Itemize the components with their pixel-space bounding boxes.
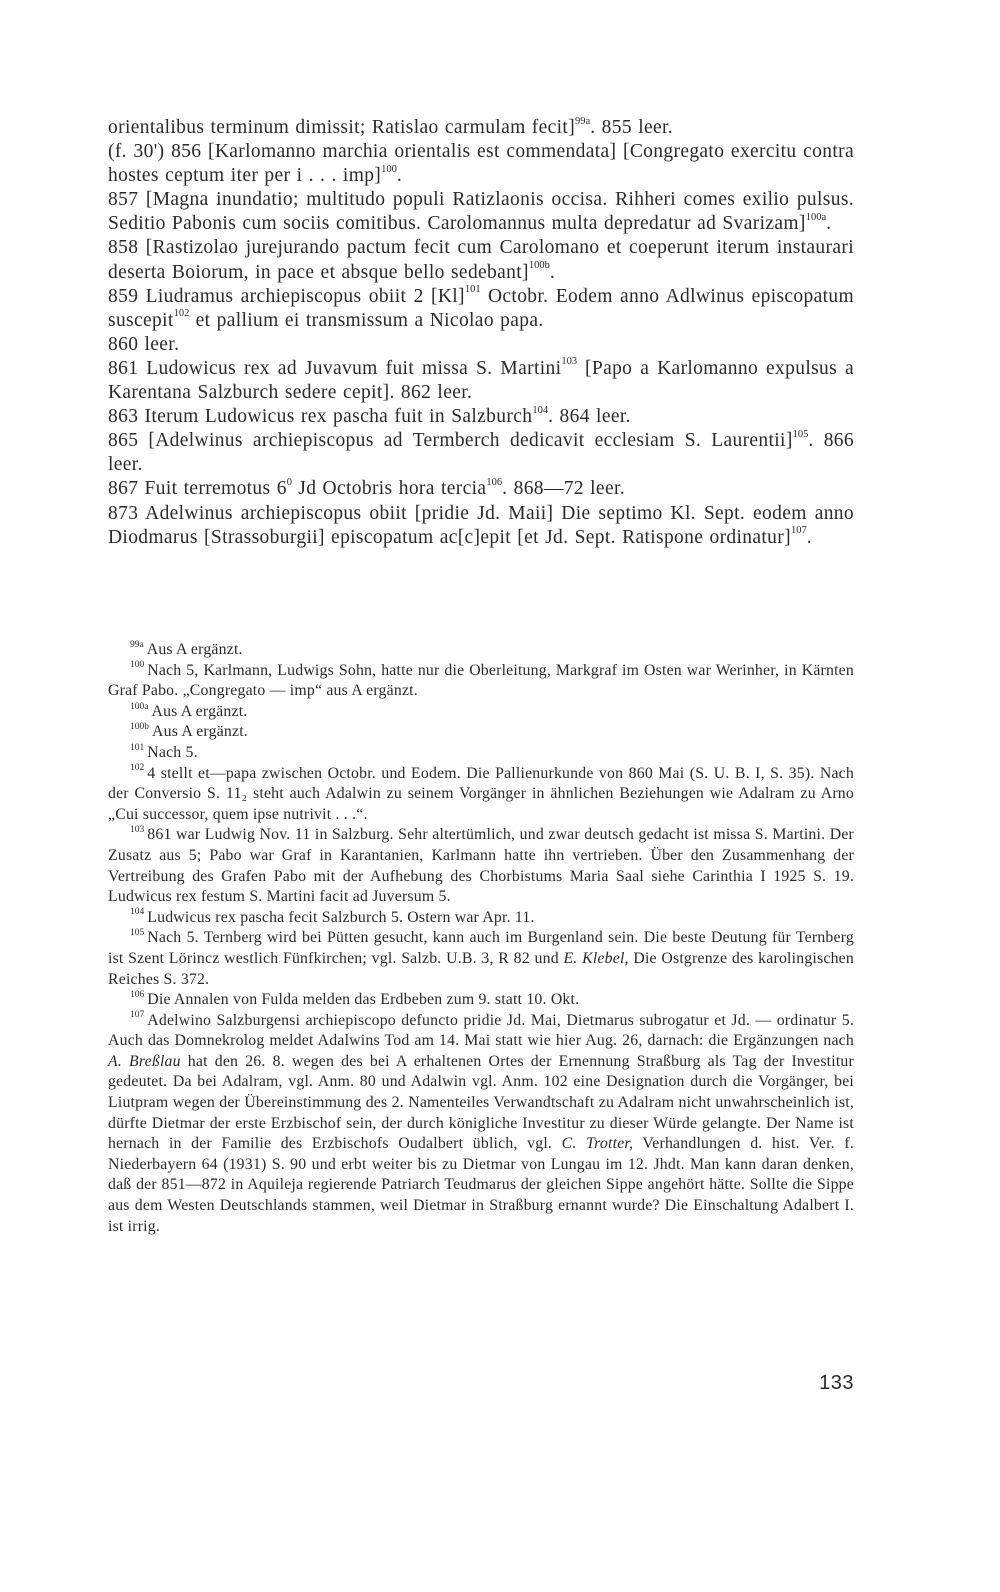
- footnote-102: [108, 764, 854, 826]
- text-run: 861 Ludowicus rex ad Juvavum fuit missa S. Martini: [108, 357, 562, 379]
- text-run: [Papo a Karlomanno expulsus a Karentana Salzburch sedere cepit]. 862 leer.: [108, 357, 854, 404]
- annal-entry: [108, 502, 854, 550]
- annal-entry: [108, 188, 854, 236]
- text-run: (f. 30') 856 [Karlomanno marchia orientalis est commendata] [Congregato exercitu contra hostes ceptum iter per i . . . imp]: [108, 141, 854, 187]
- footnote-text: [149, 723, 248, 740]
- footnote-text: [108, 929, 854, 987]
- footnote-marker: 107: [130, 1010, 145, 1021]
- text-run: Nach 5. Ternberg wird bei Pütten gesucht, kann auch im Burgenland sein. Die beste Deutung für Ternberg ist Szent Lörincz westlich Fünfkirchen; vgl. Salzb. U.B. 3, R 82 und: [108, 929, 854, 967]
- book-page: [108, 0, 854, 1592]
- text-run: 4 stellt et—papa zwischen Octobr. und Eodem. Die Pallienurkunde von 860 Mai (S. U. B. I, S. 35). Nach der Conversio S. 11₂ steht auch Adalwin zu seinem Vorgänger in ähnlichen Beziehungen wie Adalram zu Arno „Cui successor, quem ipse nutrivit . . .“.: [108, 764, 854, 823]
- text-run: orientalibus terminum dimissit; Ratislao carmulam fecit]: [108, 117, 576, 138]
- footnote-marker: 100: [130, 660, 145, 671]
- footnote-99a: [108, 640, 854, 661]
- annal-entry: [108, 333, 854, 357]
- footnote-100a: [108, 702, 854, 723]
- footnote-105: [108, 928, 854, 990]
- footnote-text: [108, 662, 854, 700]
- text-run: et pallium ei transmissum a Nicolao papa.: [189, 309, 544, 331]
- text-run: 865 [Adelwinus archiepiscopus ad Termberch dedicavit ecclesiam S. Laurentii]: [108, 430, 793, 452]
- text-run: Octobr. Eodem anno Adlwinus episcopatum suscepit: [108, 285, 855, 331]
- footnote-marker: 99a: [130, 639, 144, 650]
- italic-author-name: C. Trotter,: [561, 1135, 634, 1153]
- footnote-text: [108, 826, 854, 905]
- text-run: 873 Adelwinus archiepiscopus obiit [pridie Jd. Maii] Die septimo Kl. Sept. eodem anno Diodmarus [Strassoburgii] episcopatum ac[c]epit [et Jd. Sept. Ratispone ordinatur]: [108, 502, 854, 548]
- annal-entry: [108, 116, 854, 140]
- page-number: 133: [819, 1372, 854, 1394]
- annal-entry: [108, 236, 854, 284]
- footnote-reference: 104: [532, 404, 549, 416]
- footnote-100: [108, 661, 854, 702]
- annal-entry: [108, 285, 854, 333]
- footnote-text: [144, 641, 243, 658]
- italic-author-name: E. Klebel,: [563, 949, 629, 967]
- footnote-100b: [108, 722, 854, 743]
- footnote-reference: 100a: [805, 211, 827, 223]
- footnote-marker: 100a: [130, 701, 149, 712]
- footnote-text: [144, 991, 579, 1008]
- footnote-reference: 103: [561, 356, 578, 368]
- footnote-text: [108, 1012, 854, 1235]
- text-run: Die Annalen von Fulda melden das Erdbeben zum 9. statt 10. Okt.: [147, 991, 580, 1009]
- text-run: .: [806, 526, 812, 548]
- text-run: Nach 5, Karlmann, Ludwigs Sohn, hatte nur die Oberleitung, Markgraf im Osten war Werinher, in Kärnten Graf Pabo. „Congregato — imp“ aus A ergänzt.: [108, 661, 854, 700]
- footnotes-block: [108, 640, 854, 1237]
- text-run: 859 Liudramus archiepiscopus obiit 2 [Kl]: [108, 285, 465, 307]
- text-run: hat den 26. 8. wegen des bei A erhaltenen Ortes der Ernennung Straßburg als Tag der Investitur gedeutet. Da bei Adalram, vgl. Anm. 80 und Adalwin vgl. Anm. 102 eine Designation durch die Vorgänger, bei Liutpram wegen der Übereinstimmung des 2. Namenteiles Verwandtschaft zu Adalram nicht unwahrscheinlich ist, dürfte Dietmar der erste Erzbischof sein, der durch königliche Investitur zu dieser Würde gelangte. Der Name ist hernach in der Familie des Erzbischofs Oudalbert üblich, vgl.: [108, 1052, 854, 1153]
- text-run: . 868—72 leer.: [502, 478, 625, 500]
- text-run: 860 leer.: [108, 333, 180, 355]
- footnote-reference: 106: [486, 476, 503, 488]
- footnote-marker: 104: [130, 907, 145, 918]
- text-run: .: [826, 213, 832, 235]
- footnote-reference: 100b: [528, 260, 550, 272]
- main-text-block: [108, 116, 854, 550]
- text-run: Jd Octobris hora tercia: [292, 478, 487, 500]
- text-run: 861 war Ludwig Nov. 11 in Salzburg. Sehr altertümlich, und zwar deutsch gedacht ist missa S. Martini. Der Zusatz aus 5; Pabo war Graf in Karantanien, Karlmann hatte ihn vertrieben. Über den Zusammenhang der Vertreibung des Grafen Pabo mit der Aufhebung des Chorbistums Maria Saal siehe Carinthia I 1925 S. 19. Ludwicus rex festum S. Martini facit ad Juversum 5.: [108, 826, 854, 906]
- footnote-text: [148, 703, 247, 720]
- footnote-marker: 100b: [130, 722, 149, 733]
- footnote-reference: 107: [790, 525, 807, 537]
- text-run: 863 Iterum Ludowicus rex pascha fuit in Salzburch: [108, 406, 533, 428]
- italic-author-name: A. Breßlau: [108, 1052, 181, 1070]
- footnote-reference: 105: [792, 428, 809, 440]
- text-run: Adelwino Salzburgensi archiepiscopo defuncto pridie Jd. Mai, Dietmarus subrogatur et Jd. — ordinatur 5. Auch das Domnekrolog meldet Adalwins Tod am 14. Mai statt wie hier Aug. 26, darnach: die Ergänzungen nach: [108, 1011, 854, 1050]
- footnote-marker: 102: [130, 763, 145, 774]
- text-run: .: [549, 261, 556, 283]
- footnote-text: [144, 909, 534, 926]
- text-run: Aus A ergänzt.: [146, 641, 243, 658]
- annal-entry: [108, 477, 854, 501]
- text-run: .: [396, 165, 403, 187]
- footnote-104: [108, 908, 854, 929]
- footnote-107: [108, 1011, 854, 1238]
- text-run: 857 [Magna inundatio; multitudo populi Ratizlaonis occisa. Rihheri comes exilio pulsus. Seditio Pabonis cum sociis comitibus. Carolomannus multa depredatur ad Svarizam]: [108, 189, 854, 235]
- text-run: Verhandlungen d. hist. Ver. f. Niederbayern 64 (1931) S. 90 und erbt weiter bis zu Dietmar von Lungau im 12. Jhdt. Man kann daran denken, daß der 851—872 in Aquileja regierende Patriarch Teudmarus der gleichen Sippe angehört hätte. Sollte die Sippe aus dem Westen Deutschlands stammen, weil Dietmar in Straßburg ernannt wurde? Die Einschaltung Adalbert I. ist irrig.: [108, 1135, 854, 1235]
- footnote-reference: 0: [286, 476, 293, 488]
- footnote-marker: 106: [130, 989, 145, 1000]
- text-run: Aus A ergänzt.: [152, 723, 248, 741]
- annal-entry: [108, 357, 854, 405]
- footnote-reference: 102: [173, 308, 190, 320]
- annal-entry: [108, 405, 854, 429]
- footnote-reference: 99a: [575, 115, 591, 127]
- footnote-103: [108, 825, 854, 907]
- text-run: . 855 leer.: [590, 117, 673, 138]
- text-run: 867 Fuit terremotus 6: [108, 478, 287, 500]
- footnote-reference: 100: [381, 163, 397, 175]
- text-run: Nach 5.: [147, 743, 198, 761]
- footnote-text: [144, 744, 198, 761]
- text-run: Aus A ergänzt.: [151, 702, 248, 720]
- footnote-text: [108, 765, 854, 823]
- text-run: Die Ostgrenze des karolingischen Reiches S. 372.: [108, 949, 854, 988]
- footnote-106: [108, 990, 854, 1011]
- footnote-marker: 103: [130, 825, 145, 836]
- text-run: . 864 leer.: [548, 406, 631, 428]
- text-run: Ludwicus rex pascha fecit Salzburch 5. Ostern war Apr. 11.: [147, 908, 535, 926]
- text-run: . 866 leer.: [108, 430, 855, 476]
- footnote-101: [108, 743, 854, 764]
- annal-entry: [108, 429, 854, 477]
- footnote-marker: 101: [130, 742, 145, 753]
- footnote-reference: 101: [464, 284, 481, 296]
- annal-entry: [108, 140, 854, 188]
- footnote-marker: 105: [130, 928, 145, 939]
- text-run: 858 [Rastizolao jurejurando pactum fecit cum Carolomano et coeperunt iterum instaurari deserta Boiorum, in pace et absque bello sedebant]: [108, 237, 854, 283]
